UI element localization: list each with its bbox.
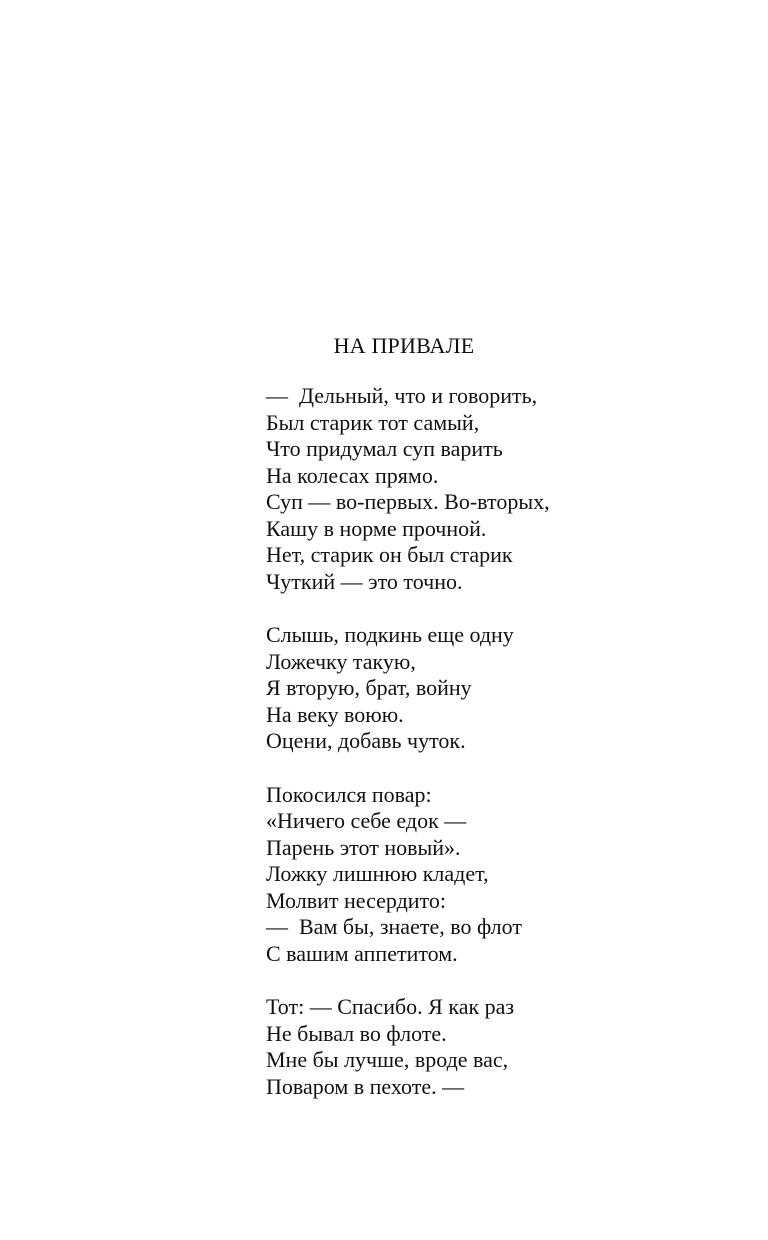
poem-body — [266, 383, 686, 1127]
poem-line: Ложечку такую, — [266, 648, 416, 674]
poem-line: На колесах прямо. — [266, 462, 439, 488]
poem-line: — Дельный, что и говорить, — [266, 383, 538, 408]
poem-line: Слышь, подкинь еще одну — [266, 622, 514, 647]
poem-line: Поваром в пехоте. — — [266, 1073, 465, 1099]
poem-line: «Ничего себе едок — — [266, 808, 467, 833]
poem-line: Не бывал во флоте. — [266, 1020, 447, 1046]
poem-line: Тот: — Спасибо. Я как раз — [266, 994, 515, 1019]
stanza — [266, 622, 686, 755]
poem-line: Мне бы лучше, вроде вас, — [266, 1047, 509, 1072]
poem-line: Нет, старик он был старик — [266, 542, 513, 567]
poem-line: Парень этот новый». — [266, 834, 461, 860]
poem-line: — Вам бы, знаете, во флот — [266, 914, 522, 939]
poem-line: На веку воюю. — [266, 701, 404, 727]
stanza — [266, 994, 686, 1100]
poem-line: Кашу в норме прочной. — [266, 515, 487, 541]
poem-line: Я вторую, брат, войну — [266, 675, 472, 700]
poem-line: Суп — во-первых. Во-вторых, — [266, 489, 550, 514]
poem-title: НА ПРИВАЛЕ — [333, 333, 475, 358]
poem-line: Что придумал суп варить — [266, 436, 503, 461]
poem-line: Чуткий — это точно. — [266, 568, 463, 594]
poem-line: Молвит несердито: — [266, 887, 446, 913]
stanza — [266, 383, 686, 595]
poem-line: Оцени, добавь чуток. — [266, 728, 466, 753]
stanza — [266, 782, 686, 968]
poem-line: Ложку лишнюю кладет, — [266, 861, 489, 886]
poem-line: Был старик тот самый, — [266, 409, 480, 435]
poem-line: Покосился повар: — [266, 781, 432, 807]
poem-line: С вашим аппетитом. — [266, 940, 458, 966]
